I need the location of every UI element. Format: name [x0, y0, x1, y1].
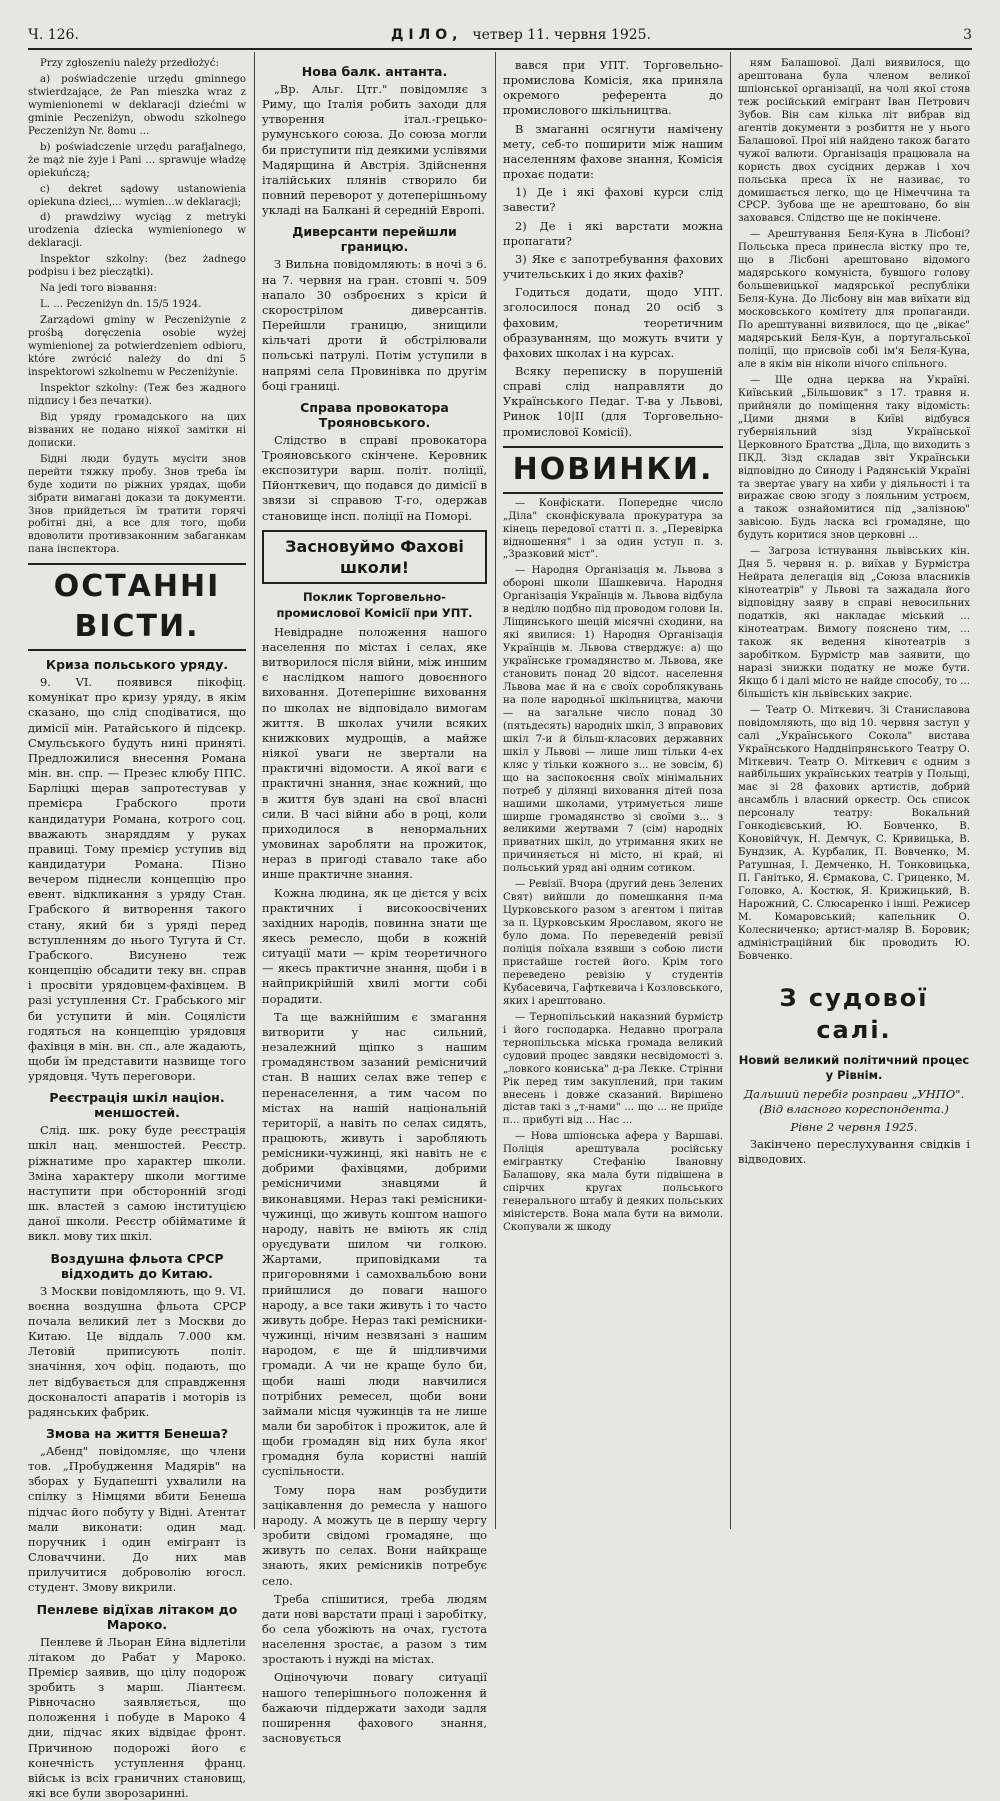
- notice-item: c) dekret sądowy ustanowienia opiekuna dzieci,... wymien...w deklaracji;: [28, 183, 246, 208]
- page-number: 3: [963, 27, 972, 43]
- article-heading: Реєстрація шкіл націон. меншостей.: [49, 1090, 225, 1121]
- notice-intro: Przy zgłoszeniu należy przedłożyć:: [40, 58, 219, 69]
- section-heading-court: З судової салі.: [779, 983, 929, 1044]
- article-heading: Пенлеве відїхав літаком до Мароко.: [36, 1601, 238, 1632]
- official-notice: [28, 58, 246, 557]
- question-item: 1) Де і які фахові курси слід завести?: [503, 185, 723, 215]
- notice-item: d) prawdziwy wyciąg z metryki urodzenia dziecka wymienionego w deklaracji.: [28, 212, 246, 250]
- article-paragraph: Закінчено переслухування свідків і відводових.: [738, 1136, 970, 1167]
- boxed-heading-schools: Засновуймо Фахові школи!: [262, 530, 487, 585]
- notice-signature: Inspektor szkolny: (bez żadnego podpisu i bez pieczątki).: [28, 254, 246, 279]
- article-paragraph: Кожна людина, як це дієтся у всіх практичних і високоосвічених західних народів, повинна знати ще якесь ремесло, щоби в кожній ситуації мати — крім теоретичного — якесь практичне знання, щоби і в найприкрійшій хвилі могти собі порадити.: [262, 885, 487, 1006]
- news-item: — Нова шпіонська афера у Варшаві. Поліція арештувала російську емігрантку Стефанію Івановну Балашову, яка мала бути підвішена в спірчих кругах польського генерального штабу й деяких польських міністерств. Вона мала бути на вимоли. Скопували ж шкоду: [503, 1131, 723, 1234]
- article-paragraph: Всяку переписку в порушеній справі слід направляти до Українського Педаг. Т-ва у Львові, Ринок 10|II (для Торговельно-промислової Комісії).: [503, 363, 723, 439]
- article-subheading: Поклик Торговельно-промислової Комісії при УПТ.: [276, 590, 473, 620]
- question-item: 2) Де і які варстати можна пропагати?: [503, 218, 723, 248]
- news-item: — Театр О. Міткевич. Зі Станиславова повідомляють, що від 10. червня заступ у салі „Українського Сокола" вистава Українського Наддніпрянського Театру О. Міткевич. Театр О. Міткевич є одним з найбільших українських театрів у Польщі, має зі 28 фахових артистів, добрий ансамбль і власний оркестр. Ось список персоналу театру: Вокальний Гонкодієвський, Ю. Бовченко, В. Коновійчук, Н. Демчук, С. Кривицька, В. Бундзик, А. Курбалик, П. Вовченко, М. Ратушная, І. Демченко, Н. Тонковицька, П. Ганітько, Я. Єрмакова, С. Гриценко, М. Головко, А. Костюк, Я. Крижицький, В. Нарожний, С. Слюсаренко і інші. Режисер М. Комаровський; капельник О. Колесниченко; артист-маляр В. Боровик; адміністраційний бік проводить Ю. Бовченко.: [738, 704, 970, 962]
- column-4: [738, 58, 970, 1527]
- header-rule: [28, 48, 972, 50]
- article-paragraph: Оціночуючи повагу ситуації нашого теперішнього положення й бажаючи піддержати заходи задля поширення фахового знання, засновується: [262, 1670, 487, 1746]
- column-divider: [495, 52, 496, 1529]
- news-item: — Ще одна церква на Україні. Київський „Більшовик" з 17. травня н. прийняли до поміщення таку відомість: „Цими днями в Київі відбувся губерніяльний зізд Української Церковного Братства „Діла, що виходить з ПКД. Зізд складав звіт Українськи відповідно до Синоду і Радянській Україні та звертає увагу на хиби у діяльності і та виражає свою згоду з лояльним устроєм, а також ознайомитися під „залізною" завісою. Будь ласка всі громадяне, що будуть коритися знов церковні ...: [738, 374, 970, 542]
- column-divider: [730, 52, 731, 1529]
- article-dateline: Рівне 2 червня 1925.: [790, 1119, 918, 1134]
- notice-item: b) poświadczenie urzędu parafjalnego, że mąż nie żyje i Pani ... sprawuje władzę opiekuńczą;: [28, 141, 246, 179]
- news-item: — Тернопільський наказний бурмістр і його господарка. Недавно програла тернопільська міська громада великий судовий процес завдяки несвідомості з. „ловкого кониська" д-ра Лекке. Стрінни Рік перед тим закуплений, при таким внесень і довже сказаний. Вирішено дістав такі з „т-нами" ... що ... не приїде п... прибуті від ... Нас ...: [503, 1011, 723, 1127]
- section-heading-news: НОВИНКИ.: [503, 446, 723, 494]
- article-paragraph: Слід. шк. року буде реєстрація шкіл нац. меншостей. Реєстр. ріжнатиме про характер школи. Зміна характеру школи могтиме наступити при обсторонній згоді шк. властей з самою інституцією даної школи. Реєстр обійматиме й викл. мову тих шкіл.: [28, 1123, 246, 1244]
- notice-signature: Inspektor szkolny: (Теж без жадного підпису і без печатки).: [28, 382, 246, 407]
- news-item: — Конфіскати. Попереднє число „Діла" сконфіскувала прокуратура за кінець передової статті п. з. „Перевірка відношення" і за один уступ п. з. „Зразковий міст".: [503, 497, 723, 561]
- column-divider: [254, 52, 255, 1529]
- masthead: [391, 27, 651, 43]
- section-heading-latest-news: ОСТАННІ ВІСТИ.: [28, 563, 246, 651]
- article-heading: Воздушна фльота СРСР відходить до Китаю.: [50, 1250, 224, 1281]
- news-item: — Народня Організація м. Львова з обороні школи Шашкевича. Народня Організація Українців м. Львова відбула в неділю подбно під проводом голови Ін. Ліщинського шецій місячні сходини, на які явилися: 1) Народня Організація Українців м. Львова стверджує: а) що українське громадянство м. Львова, яке становить понад 20 відсот. населення Львова має й на є своїх сороблякувань на поле народньої шкільництва, маючи — на загальне число понад 30 (пятьдесять) народніх шкіл, 3 вправових шкіл 7-и й більш-класових державних шкіл у Львові — лише лиш тільки 4-ех кляс у тільки кожного з... не зовсім, б) що на заспокоєння своїх мінімальних потреб у ділянці виховання дітей поза нашими школами, утримується лише ширше громадянство зі своїми з... з великими жертвами 7 (сім) народніх приватних шкіл, до утримання яких не причиняється ні місто, ні край, ні польський уряд ані одним сотиком.: [503, 565, 723, 875]
- question-item: 3) Яке є запотребування фахових учительських і до яких фахів?: [503, 251, 723, 282]
- notice-board: Zarządowi gminy w Peczeniżynie z prośbą doręczenia osobie wyżej wymienionej za potwierdzeniem odbioru, które zwrócić należy do dni 5 inspektorowi szkolnemu w Peczeniżynie.: [28, 315, 246, 378]
- article-paragraph: Від уряду громадського на цих візваних не подано ніякої замітки ні дописки.: [28, 411, 246, 449]
- notice-date: L. ... Peczeniżyn dn. 15/5 1924.: [40, 299, 202, 311]
- notice-copy: Na jedi того віэвання:: [40, 283, 157, 295]
- article-paragraph: Та ще важнійшим є змагання витворити у нас сильний, незалежний щіпко з нашим громадянством зазаний ремісничий стан. В наших селах вже тепер є перенаселення, а тим часом по містах на нашій національній території, а навіть по селах сидять, працюють, живуть і заробляють ремісники-чужинці, які навіть не є добрими фахівцями, добрими ремісничими знавцями й виконавцями. Нераз такі ремісники-чужинці, що живуть коштом нашого народу, навіть не вміють як слід оруєдувати шилом чи голкою. Жартами, приповідками та пригоровнями і самохвальбою вони прийшлися до поваги нашого народу, а все таки живуть і то часто живуть добре. Нераз такі ремісники-чужинці, нічим незвязані з нашим народом, є ще й шідливчими громади. А чи не краще було би, щоби наші люди навчилися потрібних ремесел, щоби вони займали місця чужинців та не лише мали би заробіток і прожиток, але й щоби громадян від них була якоґ громадня була користні нашій суспільности.: [262, 1009, 487, 1479]
- article-paragraph: З Вильна повідомляють: в ночі з 6. на 7. червня на гран. стовпі ч. 509 напало 30 озброєних з кріси й скорострілом диверсантів. Перейшли границю, знищили кільчаті дроти й обстрілювали польські патрулі. Потім уступили в напрямі села Провинівка по другім боці границі.: [262, 257, 487, 393]
- article-paragraph: З Москви повідомляють, що 9. VI. воєнна воздушна фльота СРСР почала великий лет з Москви до Китаю. Це віддаль 7.000 км. Летовій приписують політ. значіння, хоч офіц. подають, що лет відбувається для справдження досконалості апаратів і моторів із радянських фабрик.: [28, 1283, 246, 1419]
- article-byline: Дальший перебіг розправи „УНПО". (Від власного кореспондента.): [743, 1087, 965, 1117]
- article-paragraph: Тому пора нам розбудити зацікавлення до ремесла у нашого народу. А можуть це в першу чергу зробити свідомі громадяне, що живуть по селах. Вони найкраще знають, яких ремісників потребує село.: [262, 1482, 487, 1588]
- article-paragraph: вався при УПТ. Торговельно-промислова Комісія, яка приняла окремого референта до промислового шкільництва.: [503, 58, 723, 118]
- issue-number: Ч. 126.: [28, 27, 79, 43]
- notice-item: a) poświadczenie urzędu gminnego stwierdzające, że Pan mieszka wraz z wymienionemi w deklaracji dziećmi w gminie Peczeniżyn, obwodu szkolnego Peczeniżyn Nr. 8omu ...: [28, 73, 246, 137]
- article-paragraph: „Вр. Альг. Цтг." повідомляє з Риму, що Італія робить заходи для утворення італ.-грецько-румунського союза. До союза могли би приступити під деякими услівями Мадярщина й Австрія. Здійснення італійських плянів створило би повний переворот у дотеперішньому укладі на Балкані й середній Европі.: [262, 82, 487, 218]
- news-item: ням Балашової. Далі виявилося, що арештована була членом великої шпіонської організації, на чолі якої стояв теж російський емігрант Іван Петрович Зубов. Він сам кілька літ вибрав від агентів документи з розбиття не у нього Балашової. Прої ній найдено також багато чужої валюти. Організація працювала на користь двох сусідних держав і хоч польська преса їх не називає, то домишається легко, що це Німеччина та СРСР. Зубова ще не арештовано, бо він заховався. Слідство ще не покінчене.: [738, 58, 970, 225]
- column-3: [503, 58, 723, 1527]
- article-heading: Нова балк. антанта.: [301, 64, 448, 79]
- article-subheading: Новий великий політичний процес у Рівнім.: [738, 1052, 970, 1082]
- column-1: [28, 58, 246, 1801]
- news-item: — Арештування Беля-Куна в Лісбоні? Польська преса принесла вістку про те, що в Лісбоні арештовано відомого мадярського комуніста, бувшого голову большевицької мадярської республіки Беля-Куна. До Лісбону він мав виїхати від московського комітету для пропаганди. По арештуванні виявилося, що це „вікає" мадярський Беля-Кун, а португальської поліції, що присвоїв собі ім'я Беля-Куна, але в якім він ніколи нічого спільного.: [738, 229, 970, 370]
- article-paragraph: 9. VI. появився пікофіц. комунікат про кризу уряду, в якім сказано, що слід сподіватися, що димісії мін. Ратайського й підсекр. Смульського будуть нині приняті. Предложилися внесення Романа мін. вн. спр. — Презес клюбу ППС. Барліцкі щерав запротестував у премієра Грабского проти кандидатури Романа, котрого соц. вважають знаряддям у руках правиці. Тому премієр уступив від кандидатури Романа. Пізно вечером піднесли концепцію про евент. відкликання з уряду Стан. Грабского й витворення такого стану, який би з уряді перед вступленням до нього Тугута й Ст. Грабского. Висунено теж концепцію обсадити теку вн. справ і просвіти урядовцем-фахівцем. В разі уступлення Ст. Грабського міг би уступити й мін. Соцялісти годяться на концепцію урядовця фахівця в мін. вн. сп., але жадають, щоби їм представити назвище того урядовця. Чуть переговори.: [28, 675, 246, 1084]
- page-header: [28, 22, 972, 48]
- article-heading: Справа провокатора Трояновського.: [300, 399, 449, 430]
- article-paragraph: Невідрадне положення нашого населення по містах і селах, яке витворилося після війни, між иншим є наслідком нашого довоєнного виховання. Дотеперішнє виховання по школах не відповідало вимогам життя. В школах учили всяких книжкових мудрощів, а майже ніякої уваги не звертали на практичні відомости. А якої ваги є практичні знання, знає кожний, що в життя був здані на свої власні сили. В часі війни або в році, коли приходилося в ненормальних умовинах заробляти на прожиток, нераз в пригоді ставало таке або инше практичне знання.: [262, 624, 487, 882]
- article-paragraph: Слідство в справі провокатора Трояновського скінчене. Керовник експозитури варш. політ. поліції, Пйонткевич, що подався до димісії в звязи зі справою Т-го, одержав становище інсп. поліції на Поморі.: [262, 432, 487, 523]
- article-heading: Диверсанти перейшли границю.: [292, 224, 457, 255]
- news-item: — Загроза істнування львівських кін. Дня 5. червня н. р. виїхав у Бурмістра Нейрата делегація від „Союза власників кінотеатрів" у Львові та зажадала його відповідну заяву в справі невосильних податків, які накладає міський ... кінотеатрам. Вимогу пояснено тим, ... також як ведення кінотеатрів з заробітком. Бурмістр мав заявити, що наразі знижки податку не може бути. Якщо б і далі місто не найде способу, то ... більшість кін львівських закриє.: [738, 546, 970, 700]
- column-2: [262, 58, 487, 1746]
- article-paragraph: „Абенд" повідомляє, що члени тов. „Пробудження Мадярів" на зборах у Будапешті ухвалили на спілку з Німцями вбити Бенеша підчас його побуту у Відні. Атентат мали виконати: один мад. поручник і один емігрант із Словаччини. До них мав прилучитися доброволію югосл. студент. Змову викрили.: [28, 1443, 246, 1595]
- article-paragraph: В змаганні осягнути намічену мету, себ-то поширити між нашим населенням фахове знання, Комісія прохає подати:: [503, 121, 723, 182]
- news-item: — Ревізії. Вчора (другий день Зелених Свят) вийшли до помешкання п-ма Цурковського разом з агентом і пиітав за п. Цурковським Ярославом, якого не було дома. По переведеній ревізії поліція поїхала взявши з собою листи пристайше гостей його. Крім того переведено ревізію у студентів Кубасевича, Гафткевича і Козловського, яких і арештовано.: [503, 879, 723, 1007]
- article-paragraph: Бідні люди будуть мусіти знов перейти тяжку пробу. Знов треба їм буде ходити по ріжних урядах, щоби зібрати вимагані докази та документи. Знов прийдеться їм тратити горячі робітні дні, а все для того, щоби вдоволити противзаконним забаганкам пана інспектора.: [28, 453, 246, 556]
- article-paragraph: Пенлеве й Льоран Ейна відлетіли літаком до Рабат у Мароко. Премієр заявив, що цілу подорож зробить з марш. Ліантеєм. Рівночасно заявляється, що положення і побуде в Мароко 4 дни, підчас яких відвідає фронт. Причиною подорожі його є конечність уступлення франц. військ із всіх граничних становищ, які все були зворозаринні.: [28, 1634, 246, 1801]
- article-heading: Змова на життя Бенеша?: [46, 1425, 228, 1441]
- article-paragraph: Годиться додати, щодо УПТ. зголосилося понад 20 осіб з фаховим, теоретичним образуванням, що можуть вчити у фахових школах і на курсах.: [503, 285, 723, 360]
- article-heading: Криза польського уряду.: [45, 657, 229, 673]
- issue-date: четвер 11. червня 1925.: [472, 27, 652, 43]
- article-paragraph: Треба спішитися, треба людям дати нові варстати праці і заробітку, бо села убожіють на очах, густота населення зростає, а разом з тим зростають і нужді на містах.: [262, 1591, 487, 1667]
- masthead-title: ДІЛО,: [390, 27, 463, 43]
